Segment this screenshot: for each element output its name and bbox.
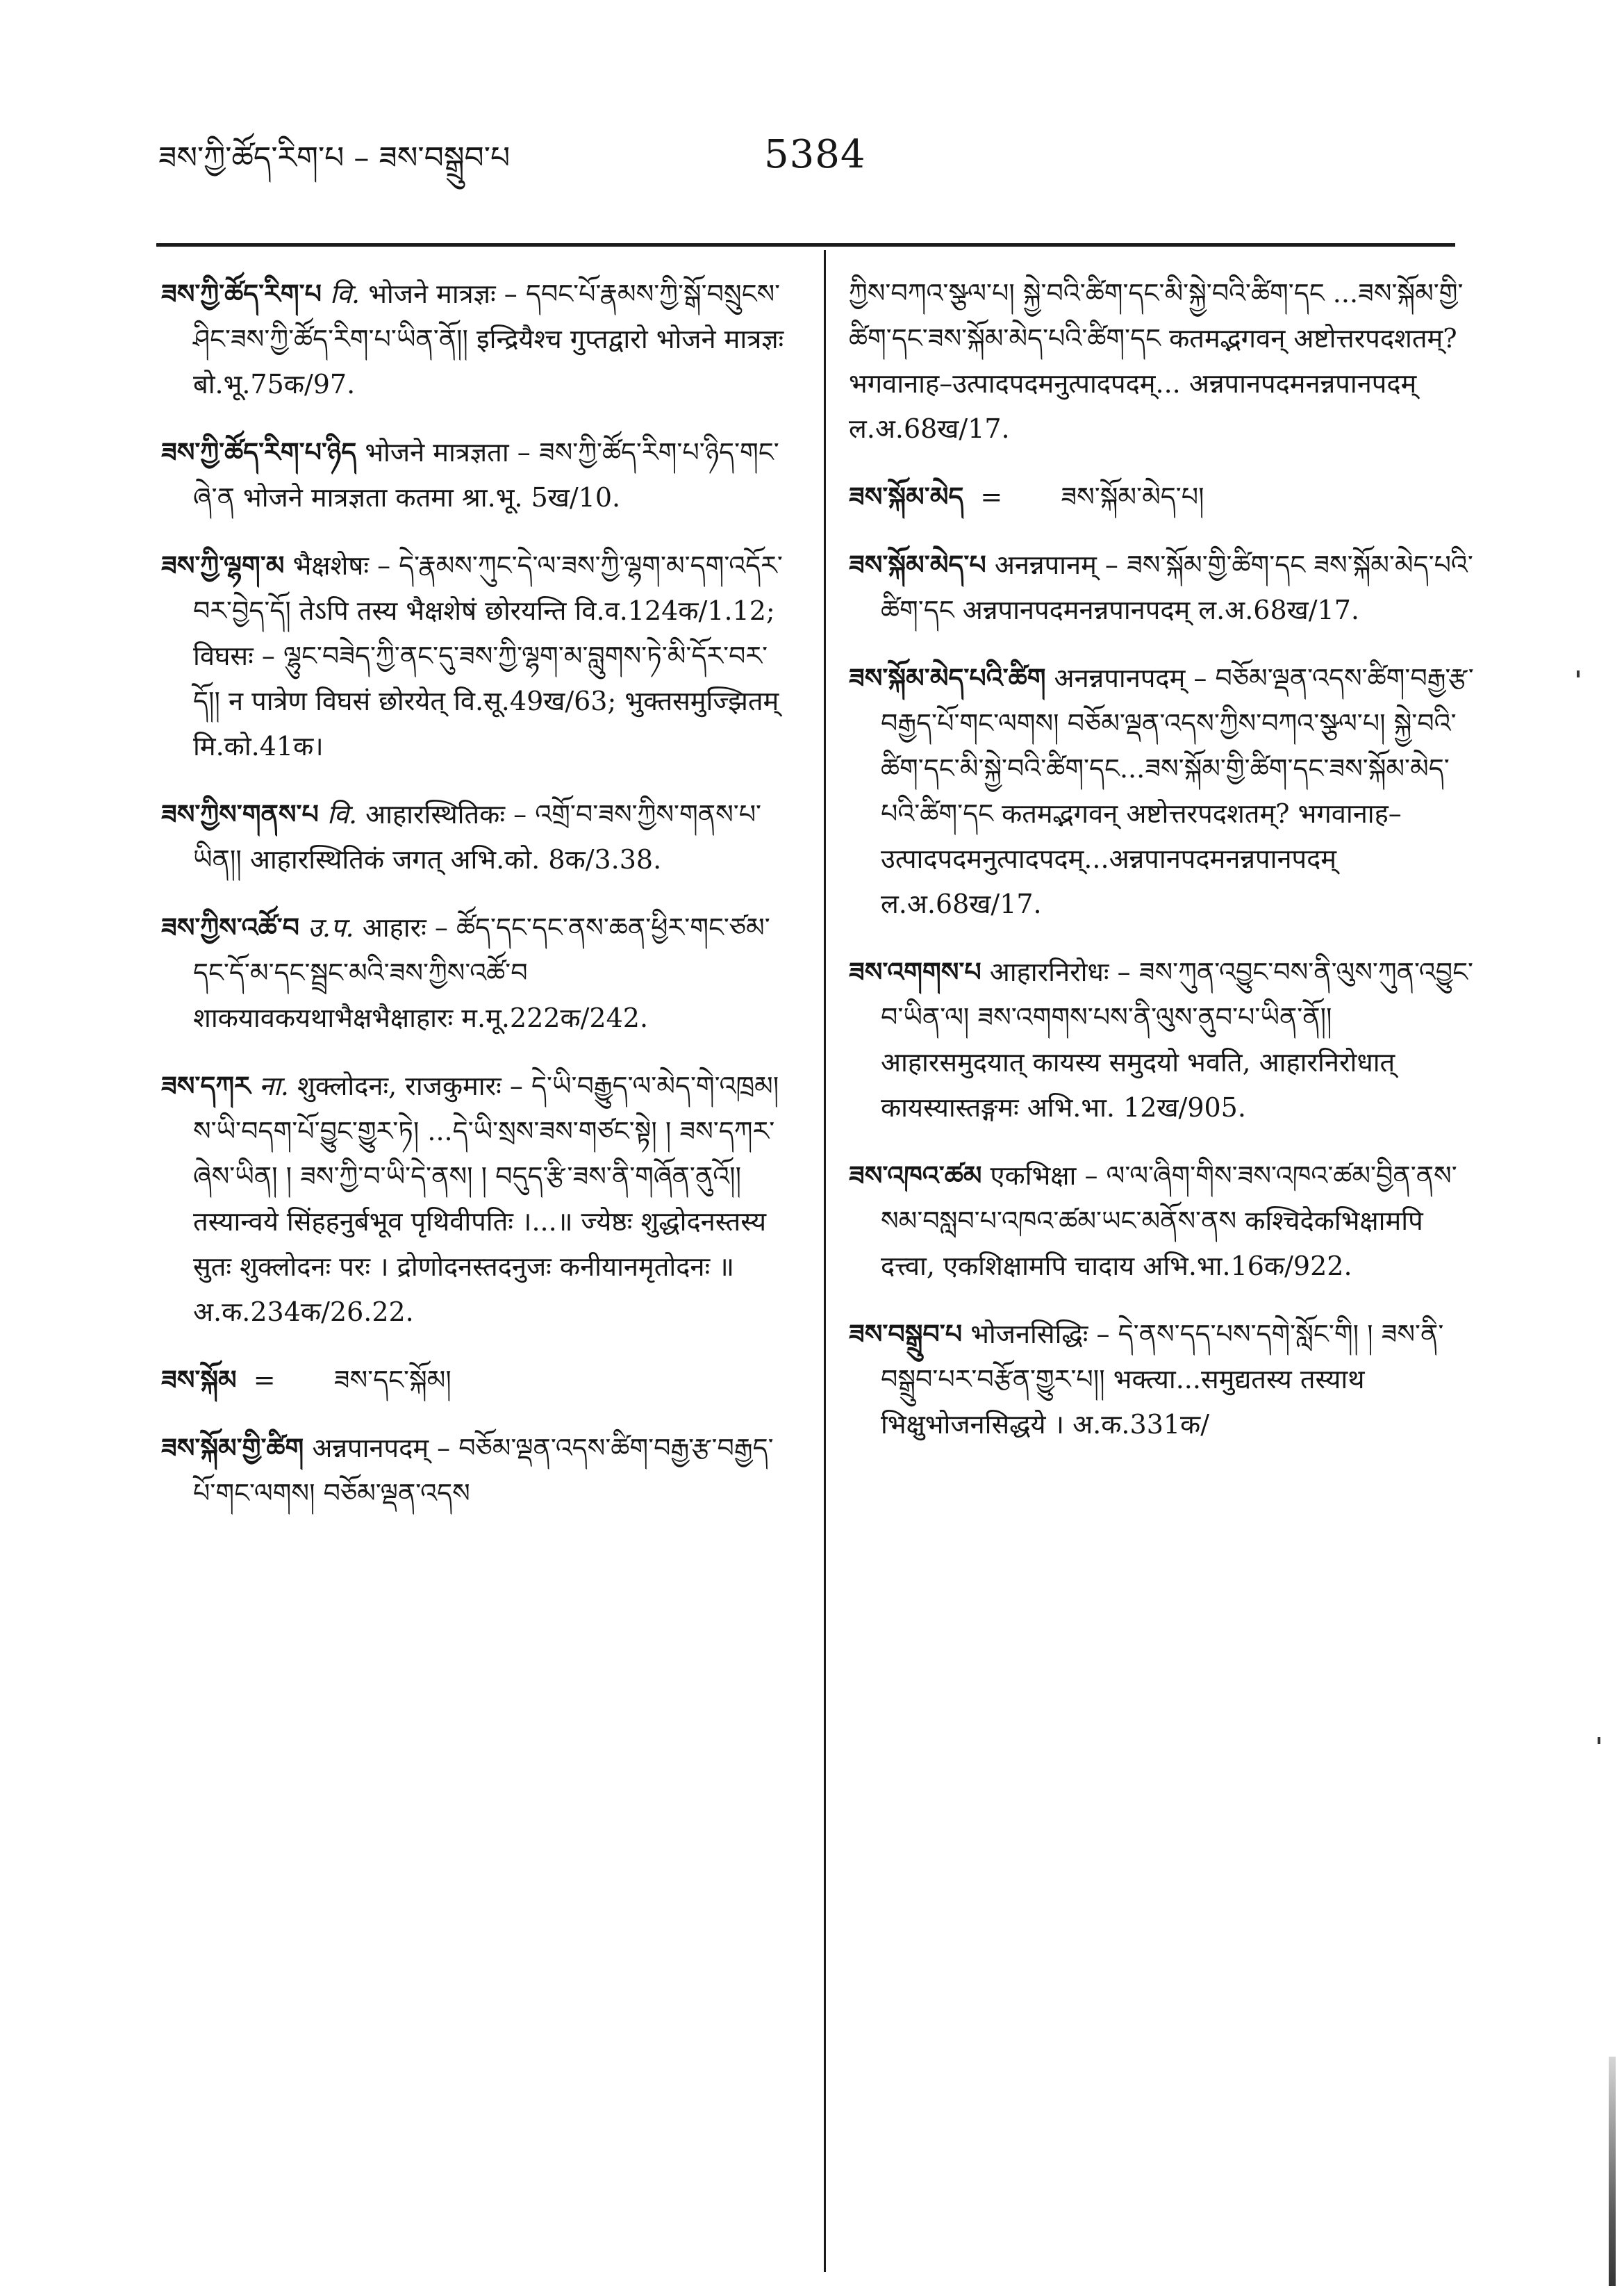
entry-body: भैक्षशेषः – དེ་རྣམས་ཀུང་དེ་ལ་ཟས་ཀྱི་ལྷག་མ་དག་འདོར་བར་བྱེད་དོ། तेऽपि तस्य भैक्षशेषं छोरयन्ति वि.व.124क/1.12; विघसः – ལྷུང་བཟེད་ཀྱི་ནང་དུ་ཟས་ཀྱི་ལྷག་མ་བླུགས་ཏེ་མི་དོར་བར་དོ།། न पात्रेण विघसं छोरयेत् वि.सू.49ख/63; भुक्तसमुज्झितम् मि.को.41क। — [193, 550, 783, 762]
header-rule — [156, 243, 1455, 247]
scan-edge-shadow — [1609, 2057, 1616, 2286]
column-divider — [824, 250, 826, 2272]
entry-headword: ཟས་སྐོམ་མེད་པའི་ཚིག — [849, 662, 1046, 693]
dictionary-entry — [161, 791, 790, 882]
entry-headword: ཟས་བསྒྲུབ་པ — [849, 1318, 963, 1349]
dictionary-entry — [161, 429, 790, 520]
entry-headword: ཟས་འཁའ་ཚམ — [849, 1160, 982, 1191]
dictionary-entry — [161, 1063, 790, 1335]
entry-body: अनन्नपानपदम् – བཅོམ་ལྡན་འདས་ཚིག་བརྒྱ་རྩ་བརྒྱད་པོ་གང་ལགས། བཅོམ་ལྡན་འདས་ཀྱིས་བཀའ་སྩལ་པ། སྐྱེ་བའི་ཚིག་དང་མི་སྐྱེ་བའི་ཚིག་དང...ཟས་སྐོམ་གྱི་ཚིག་དང་ཟས་སྐོམ་མེད་པའི་ཚིག་དང कतमद्भगवन् अष्टोत्तरपदशतम्? भगवानाह–उत्पादपदमनुत्पादपदम्...अन्नपानपदमनन्नपानपदम् ल.अ.68ख/17. — [881, 663, 1474, 919]
entry-headword: ཟས་ཀྱི་ཚོད་རིག་པ་ཉིད — [161, 436, 357, 468]
scan-speck — [1577, 670, 1580, 677]
entry-headword: ཟས་སྐོམ — [161, 1364, 237, 1395]
entry-headword: ཟས་སྐོམ་མེད་པ — [849, 549, 986, 580]
entry-body: अन्नपानपदम् – བཅོམ་ལྡན་འདས་ཚིག་བརྒྱ་རྩ་བརྒྱད་པོ་གང་ལགས། བཅོམ་ལྡན་འདས — [193, 1433, 774, 1508]
entry-grammar: वि. — [326, 799, 358, 830]
entry-body: भोजने मात्रज्ञः – དབང་པོ་རྣམས་ཀྱི་སྒོ་བསྲུངས་ཤིང་ཟས་ཀྱི་ཚོད་རིག་པ་ཡིན་ནོ།། इन्द्रियैश्च गुप्तद्वारो भोजने मात्रज्ञः बो.भू.75क/97. — [193, 279, 784, 400]
running-head: ཟས་ཀྱི་ཚོད་རིག་པ – ཟས་བསྒྲུབ་པ — [158, 140, 511, 176]
dictionary-entry — [161, 1425, 790, 1516]
entry-headword: ཟས་སྐོམ་མེད — [849, 481, 964, 512]
equals-sign: = — [253, 1365, 276, 1395]
entry-grammar: ना. — [258, 1071, 289, 1101]
entry-headword: ཟས་ཀྱི་ཚོད་རིག་པ — [161, 278, 322, 309]
entry-grammar: वि. — [330, 279, 361, 309]
entry-body: भोजनसिद्धिः – དེ་ནས་དད་པས་དགེ་སློང་གི། ། ཟས་ནི་བསྒྲུབ་པར་བརྩོན་གྱུར་པ།། भक्त्या...समुद्यतस्य तस्याथ भिक्षुभोजनसिद्धये । अ.क.331क/ — [881, 1319, 1444, 1440]
dictionary-entry — [849, 1153, 1477, 1289]
entry-continuation — [849, 271, 1477, 452]
entry-headword: ཟས་འགགས་པ — [849, 956, 981, 987]
entry-body: अनन्नपानम् – ཟས་སྐོམ་གྱི་ཚིག་དང ཟས་སྐོམ་མེད་པའི་ཚིག་དང अन्नपानपदमनन्नपानपदम् ल.अ.68ख/17. — [881, 550, 1473, 625]
entry-body: आहारनिरोधः – ཟས་ཀུན་འབྱུང་བས་ནི་ལུས་ཀུན་འབྱུང་བ་ཡིན་ལ། ཟས་འགགས་པས་ནི་ལུས་ནུབ་པ་ཡིན་ནོ།། आहारसमुदयात् कायस्य समुदयो भवति, आहारनिरोधात् कायस्यास्तङ्गमः अभि.भा. 12ख/905. — [881, 957, 1474, 1123]
entry-grammar: उ.प. — [308, 912, 354, 943]
dictionary-entry — [161, 905, 790, 1041]
entry-headword: ཟས་ཀྱི་ལྷག་མ — [161, 550, 285, 581]
page-number: 5384 — [764, 132, 866, 177]
cross-reference-target: ཟས་དང་སྐོམ། — [333, 1365, 451, 1395]
entry-body: ཀྱིས་བཀའ་སྩལ་པ། སྐྱེ་བའི་ཚིག་དང་མི་སྐྱེ་བའི་ཚིག་དང ...ཟས་སྐོམ་གྱི་ཚིག་དང་ཟས་སྐོམ་མེད་པའི་ཚིག་དང कतमद्भगवन् अष्टोत्तरपदशतम्? भगवानाह–उत्पादपदमनुत्पादपदम्... अन्नपानपदमनन्नपानपदम् ल.अ.68ख/17. — [849, 278, 1464, 444]
cross-reference-target: ཟས་སྐོམ་མེད་པ། — [1061, 482, 1204, 512]
entry-headword: ཟས་དཀར — [161, 1070, 251, 1101]
dictionary-entry — [849, 1311, 1477, 1447]
entry-body: एकभिक्षा – ལ་ལ་ཞིག་གིས་ཟས་འཁའ་ཚམ་བྱིན་ནས་སམ་བསླབ་པ་འཁའ་ཚམ་ཡང་མནོས་ནས कश्चिदेकभिक्षामपि दत्त्वा, एकशिक्षामपि चादाय अभि.भा.16क/922. — [881, 1160, 1457, 1281]
entry-body: शुक्लोदनः, राजकुमारः – དེ་ཡི་བརྒྱུད་ལ་མེད་གེ་འཁྲམ། ས་ཡི་བདག་པོ་བྱུང་གྱུར་ཏེ། ...དེ་ཡི་སྲས་ཟས་གཙང་སྟེ། ། ཟས་དཀར་ཞེས་ཡིན། ། ཟས་ཀྱི་བ་ཡི་དེ་ནས། ། བདུད་རྩི་ཟས་ནི་གཞོན་ནུའོ།། तस्यान्वये सिंहहनुर्बभूव पृथिवीपतिः ।...॥ ज्येष्ठः शुद्धोदनस्तस्य सुतः शुक्लोदनः परः । द्रोणोदनस्तदनुजः कनीयानमृतोदनः ॥ अ.क.234क/26.22. — [193, 1071, 779, 1327]
entry-body: आहारः – ཚོད་དང་དང་ནས་ཆན་ཕྱིར་གང་ཙམ་དང་དོ་མ་དང་སྦྲང་མའི་ཟས་ཀྱིས་འཚོ་བ शाकयावकयथाभैक्षभैक्षाहारः म.मू.222क/242. — [193, 912, 770, 1033]
entry-headword: ཟས་ཀྱིས་འཚོ་བ — [161, 912, 299, 943]
right-column — [849, 271, 1477, 1470]
dictionary-entry — [849, 949, 1477, 1130]
entry-headword: ཟས་ཀྱིས་གནས་པ — [161, 798, 319, 830]
dictionary-entry — [161, 271, 790, 407]
cross-reference-entry — [161, 1357, 790, 1403]
dictionary-entry — [849, 542, 1477, 633]
equals-sign: = — [980, 482, 1003, 512]
scan-speck — [1598, 1737, 1600, 1744]
dictionary-entry — [161, 543, 790, 769]
dictionary-entry — [849, 655, 1477, 927]
cross-reference-entry — [849, 474, 1477, 520]
entry-body: आहारस्थितिकः – འགྲོ་བ་ཟས་ཀྱིས་གནས་པ་ཡིན།། आहारस्थितिकं जगत् अभि.को. 8क/3.38. — [193, 799, 762, 875]
entry-body: भोजने मात्रज्ञता – ཟས་ཀྱི་ཚོད་རིག་པ་ཉིད་གང་ཞེ་ན भोजने मात्रज्ञता कतमा श्रा.भू. 5ख/10. — [193, 437, 779, 513]
left-column — [161, 271, 790, 1538]
entry-headword: ཟས་སྐོམ་གྱི་ཚིག — [161, 1432, 304, 1463]
